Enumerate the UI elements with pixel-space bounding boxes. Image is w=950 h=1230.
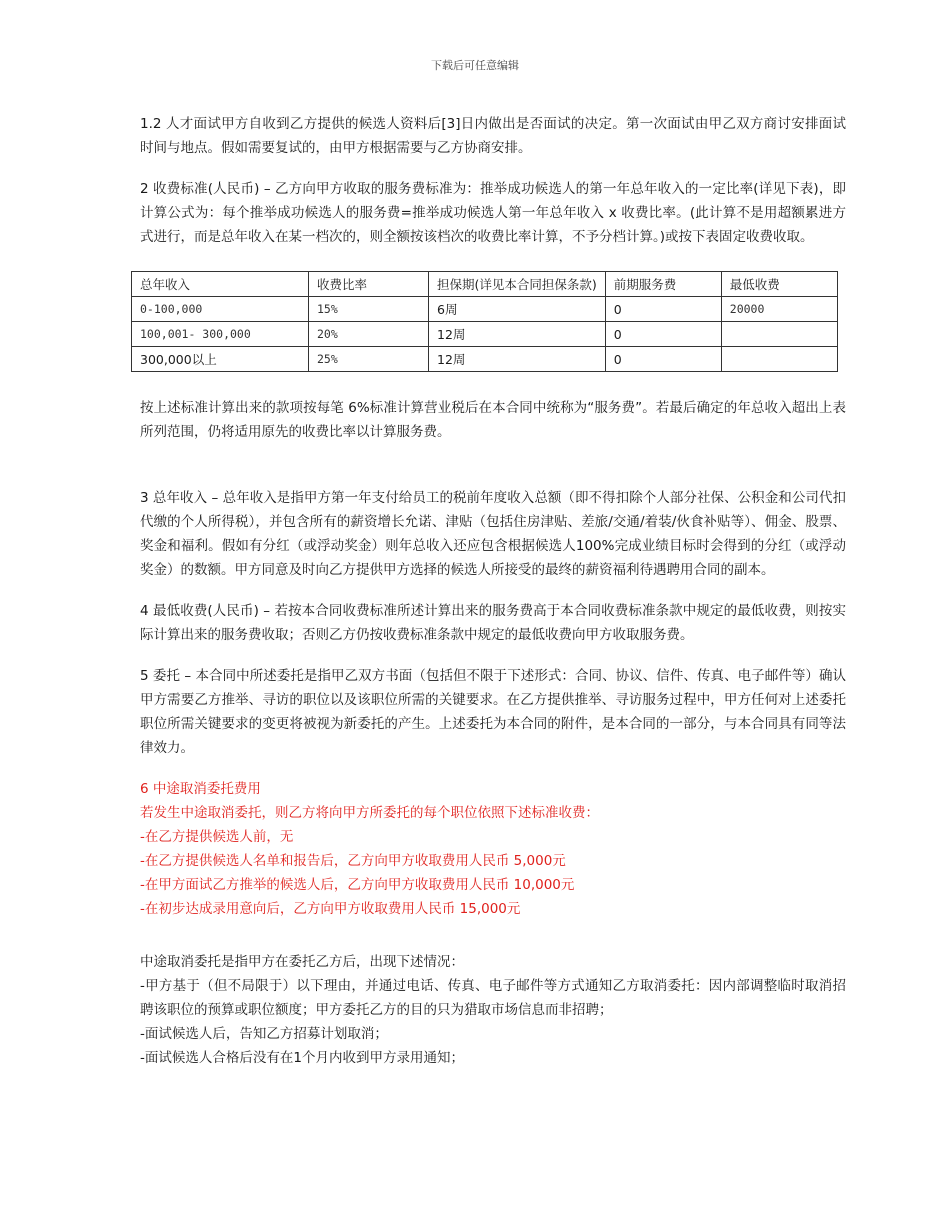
- list-item: -在甲方面试乙方推举的候选人后，乙方向甲方收取费用人民币 10,000元: [140, 877, 575, 893]
- cancel-intro: 中途取消委托是指甲方在委托乙方后，出现下述情况：: [140, 954, 464, 970]
- clause-tax-note: 按上述标准计算出来的款项按每笔 6%标准计算营业税后在本合同中统称为“服务费”。若最后确定的年总收入超出上表所列范围，仍将适用原先的收费比率以计算服务费。: [140, 400, 846, 440]
- list-item: -在初步达成录用意向后，乙方向甲方收取费用人民币 15,000元: [140, 901, 521, 917]
- table-cell: 300,000以上: [132, 347, 309, 372]
- list-item: -面试候选人合格后没有在1个月内收到甲方录用通知；: [140, 1050, 464, 1066]
- table-cell: 0: [605, 322, 721, 347]
- clause-6-intro: 若发生中途取消委托，则乙方将向甲方所委托的每个职位依照下述标准收费：: [140, 805, 599, 821]
- table-cell: 20%: [309, 322, 429, 347]
- document-body-cont: [140, 396, 846, 1070]
- table-cell: 25%: [309, 347, 429, 372]
- header-cell: 收费比率: [309, 272, 429, 297]
- table-cell: 12周: [429, 347, 606, 372]
- cancellation-definition: [140, 950, 846, 1070]
- document-body: [140, 112, 846, 249]
- table-header-row: [132, 272, 838, 297]
- header-cell: 最低收费: [721, 272, 837, 297]
- clause-5-entrustment: 5 委托 – 本合同中所述委托是指甲乙双方书面（包括但不限于下述形式：合同、协议、信件、传真、电子邮件等）确认甲方需要乙方推举、寻访的职位以及该职位所需的关键要求。在乙方提供推举、寻访服务过程中，甲方任何对上述委托职位所需关键要求的变更将被视为新委托的产生。上述委托为本合同的附件，是本合同的一部分，与本合同具有同等法律效力。: [140, 668, 846, 756]
- list-item: -甲方基于（但不局限于）以下理由，并通过电话、传真、电子邮件等方式通知乙方取消委托：因内部调整临时取消招聘该职位的预算或职位额度；甲方委托乙方的目的只为猎取市场信息而非招聘；: [140, 978, 846, 1018]
- header-cell: 总年收入: [132, 272, 309, 297]
- header-cell: 担保期(详见本合同担保条款): [429, 272, 606, 297]
- clause-2-fee-standard: 2 收费标准(人民币) – 乙方向甲方收取的服务费标准为：推举成功候选人的第一年总年收入的一定比率(详见下表)，即计算公式为：每个推举成功候选人的服务费=推举成功候选人第一年总年收入 x 收费比率。(此计算不是用超额累进方式进行，而是总年收入在某一档次的，则全额按该档次的收费比率计算，不予分档计算。)或按下表固定收费收取。: [140, 181, 846, 245]
- list-item: -在乙方提供候选人前，无: [140, 829, 294, 845]
- clause-6-title: 6 中途取消委托费用: [140, 781, 261, 797]
- table-cell: 6周: [429, 297, 606, 322]
- list-item: -在乙方提供候选人名单和报告后，乙方向甲方收取费用人民币 5,000元: [140, 853, 566, 869]
- table-cell: [721, 322, 837, 347]
- list-item: -面试候选人后，告知乙方招募计划取消；: [140, 1026, 388, 1042]
- table-cell: 0-100,000: [132, 297, 309, 322]
- clause-3-annual-income: 3 总年收入 – 总年收入是指甲方第一年支付给员工的税前年度收入总额（即不得扣除个人部分社保、公积金和公司代扣代缴的个人所得税），并包含所有的薪资增长允诺、津贴（包括住房津贴、差旅/交通/着装/伙食补贴等）、佣金、股票、奖金和福利。假如有分红（或浮动奖金）则年总收入还应包含根据候选人100%完成业绩目标时会得到的分红（或浮动奖金）的数额。甲方同意及时向乙方提供甲方选择的候选人所接受的最终的薪资福利待遇聘用合同的副本。: [140, 490, 846, 578]
- table-cell: 15%: [309, 297, 429, 322]
- clause-1-2: 1.2 人才面试甲方自收到乙方提供的候选人资料后[3]日内做出是否面试的决定。第一次面试由甲乙双方商讨安排面试时间与地点。假如需要复试的，由甲方根据需要与乙方协商安排。: [140, 116, 846, 156]
- table-cell: 0: [605, 347, 721, 372]
- table-cell: 20000: [721, 297, 837, 322]
- table-cell: 100,001- 300,000: [132, 322, 309, 347]
- table-cell: 0: [605, 297, 721, 322]
- table-cell: [721, 347, 837, 372]
- table-row: [132, 297, 838, 322]
- header-cell: 前期服务费: [605, 272, 721, 297]
- page-header: 下载后可任意编辑: [431, 59, 519, 72]
- table-cell: 12周: [429, 322, 606, 347]
- table-row: [132, 347, 838, 372]
- fee-table: [131, 271, 838, 372]
- table-row: [132, 322, 838, 347]
- clause-4-min-fee: 4 最低收费(人民币) – 若按本合同收费标准所述计算出来的服务费高于本合同收费标准条款中规定的最低收费，则按实际计算出来的服务费收取；否则乙方仍按收费标准条款中规定的最低收费向甲方收取服务费。: [140, 603, 846, 643]
- clause-6-cancellation-fees: [140, 777, 846, 921]
